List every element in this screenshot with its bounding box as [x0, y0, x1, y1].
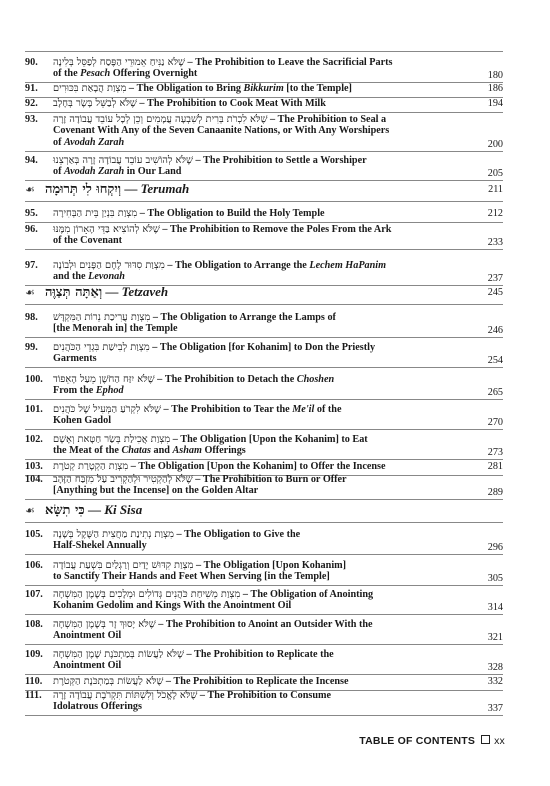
english-title-italic: Pesach	[80, 68, 111, 80]
square-bullet-icon	[481, 735, 490, 744]
english-title-italic: Levonah	[88, 271, 125, 283]
english-title: – The Obligation of Anointing	[242, 589, 374, 600]
toc-entry	[25, 434, 503, 459]
english-title: – The Obligation to Bring	[128, 83, 244, 94]
top-rule	[25, 51, 503, 52]
hebrew-title: שֶׁלֹּא לְהַקְטִיר וּלְהַקְרִיב עַל מִזְבַּח הַזָּהָב	[53, 474, 193, 485]
entry-title	[53, 474, 458, 497]
parashah-english: Terumah	[140, 181, 190, 196]
entry-title	[53, 589, 458, 612]
toc-entry	[25, 374, 503, 399]
english-title: Covenant With Any of the Seven Canaanite Nations, or With Any Worshipers	[53, 125, 390, 137]
entry-title	[53, 98, 458, 109]
entry-divider	[25, 644, 503, 645]
hebrew-title: שֶׁלֹּא לְבַשֵּׁל בָּשָׂר בְּחָלָב	[53, 98, 137, 109]
hebrew-title: מִצְוַת סִדּוּר לֶחֶם הַפָּנִים וּלְבוֹנָה	[53, 260, 165, 271]
entry-title-line	[53, 353, 458, 364]
entry-title-line	[53, 57, 458, 68]
running-footer	[359, 735, 505, 747]
entry-title-line	[53, 208, 458, 219]
hebrew-title: מִצְוַת קִדּוּשׁ יָדַיִם וְרַגְלַיִם בִּשְׁעַת עֲבוֹדָה	[53, 560, 194, 571]
english-title: – The Prohibition to Leave the Sacrificial Parts	[187, 57, 393, 68]
english-title: – The Prohibition to Settle a Worshiper	[195, 155, 367, 166]
english-title-italic: Avodah Zarah	[64, 166, 125, 178]
parashah-title	[45, 284, 168, 300]
entry-title-line	[53, 676, 458, 687]
toc-entry	[25, 560, 503, 585]
entry-title-line	[53, 701, 458, 712]
entry-title-line	[53, 404, 458, 415]
entry-number: 98.	[25, 312, 38, 323]
english-title-tail: in Our Land	[124, 166, 182, 178]
entry-number: 94.	[25, 155, 38, 166]
english-title: – The Obligation to Arrange the	[167, 260, 310, 271]
entry-divider	[25, 614, 503, 615]
english-title-italic: Choshen	[296, 374, 335, 385]
entry-title	[53, 529, 458, 552]
entry-title	[53, 676, 458, 687]
page-number: 200	[487, 138, 503, 150]
entry-title-line	[53, 660, 458, 671]
hebrew-title: שֶׁלֹּא לַעֲשׂוֹת בְּמַתְכֹּנֶת שֶׁמֶן הַמִּשְׁחָה	[53, 649, 184, 660]
parashah-dash: —	[102, 284, 122, 299]
parashah-heading	[25, 283, 503, 305]
entry-title-line	[53, 260, 458, 271]
english-title-italic: Lechem HaPanim	[309, 260, 387, 271]
parashah-title	[45, 181, 189, 197]
toc-entry	[25, 474, 503, 499]
english-title: – The Prohibition to Tear the	[163, 404, 293, 415]
entry-title-line	[53, 83, 458, 94]
parashah-english: Tetzaveh	[121, 284, 169, 299]
entry-title-line	[53, 125, 458, 136]
entry-number: 110.	[25, 676, 43, 687]
entry-title-line	[53, 434, 458, 445]
english-title: to Sanctify Their Hands and Feet When Serving [in the Temple]	[53, 571, 330, 583]
entry-title	[53, 560, 458, 583]
entry-title-line	[53, 385, 458, 396]
entry-title-line	[53, 540, 458, 551]
entry-title	[53, 57, 458, 80]
parashah-heading	[25, 180, 503, 202]
entry-title-line	[53, 690, 458, 701]
hebrew-title: מִצְוַת בִּנְיַן בֵּית הַבְּחִירָה	[53, 208, 138, 219]
english-title: Anointment Oil	[53, 660, 122, 672]
toc-entry	[25, 529, 503, 554]
hebrew-title: מִצְוַת לְבִישַׁת בִּגְדֵי הַכֹּהֲנִים	[53, 342, 150, 353]
page-number: 186	[487, 83, 503, 94]
english-title: – The Prohibition to Burn or Offer	[195, 474, 347, 485]
entry-divider	[25, 249, 503, 250]
entry-number: 95.	[25, 208, 38, 219]
entry-title-line	[53, 114, 458, 125]
entry-title-line	[53, 68, 458, 79]
entry-title	[53, 155, 458, 178]
page-number: 180	[487, 70, 503, 82]
section-divider	[25, 304, 503, 305]
hebrew-title: שֶׁלֹּא לִכְרֹת בְּרִית לְשִׁבְעָה עֲמָמִים וְכֵן לְכָל עוֹבֵד עֲבוֹדָה זָרָה	[53, 114, 268, 125]
page-number: 265	[487, 387, 503, 399]
english-title: – The Prohibition to Replicate the Incense	[165, 676, 349, 687]
entry-title-line	[53, 630, 458, 641]
parashah-page-number: 211	[488, 184, 503, 195]
english-title: – The Obligation [Upon the Kohanim] to Eat	[172, 434, 368, 445]
entry-title-line	[53, 342, 458, 353]
page-number: 273	[487, 447, 503, 459]
toc-entry	[25, 83, 503, 96]
hebrew-title: שֶׁלֹּא נַנִּיחַ אֵמוּרֵי הַפֶּסַח לְפַסֵּל בְּלִינָה	[53, 57, 185, 68]
entry-title-line	[53, 649, 458, 660]
page-number: 237	[487, 273, 503, 285]
toc-entry	[25, 690, 503, 715]
entry-title-line	[53, 323, 458, 334]
english-title: From the	[53, 385, 96, 397]
entry-divider	[25, 585, 503, 586]
hebrew-title: מִצְוַת אֲכִילַת בְּשַׂר חַטָּאת וְאָשָׁם	[53, 434, 171, 445]
english-title: – The Obligation [Upon the Kohanim] to Offer the Incense	[130, 461, 386, 472]
toc-entry	[25, 224, 503, 249]
entry-title	[53, 260, 458, 283]
page-number: 296	[487, 542, 503, 554]
english-title: – The Prohibition to Detach the	[157, 374, 297, 385]
hebrew-title: מִצְוַת הֲבָאַת בִּכּוּרִים	[53, 83, 127, 94]
entry-number: 91.	[25, 83, 38, 94]
english-title: of the	[53, 68, 81, 80]
entry-divider	[25, 399, 503, 400]
entry-title	[53, 619, 458, 642]
english-title: – The Obligation [for Kohanim] to Don the Priestly	[152, 342, 376, 353]
entry-title-line	[53, 571, 458, 582]
toc-entry	[25, 312, 503, 337]
entry-title	[53, 342, 458, 365]
entry-divider	[25, 112, 503, 113]
page-number: 332	[487, 676, 503, 687]
toc-entry	[25, 649, 503, 674]
english-title: [Anything but the Incense] on the Golden Altar	[53, 485, 259, 497]
parashah-hebrew: וְאַתָּה תְּצַוֶּה	[45, 285, 103, 300]
parashah-dash: —	[84, 502, 105, 517]
page-number: 233	[487, 237, 503, 249]
english-title-tail: [to the Temple]	[283, 83, 352, 94]
toc-entry	[25, 260, 503, 285]
entry-title-line	[53, 445, 458, 456]
english-title-tail: Offerings	[201, 445, 246, 457]
entry-title-line	[53, 137, 458, 148]
entry-title-line	[53, 98, 458, 109]
hebrew-title: שֶׁלֹּא לְהוֹצִיא בַּדֵּי הָאָרוֹן מִמֶּנּוּ	[53, 224, 160, 235]
entry-title-line	[53, 155, 458, 166]
entry-number: 101.	[25, 404, 43, 415]
footer-label: TABLE OF CONTENTS	[359, 735, 476, 747]
hebrew-title: מִצְוַת מְשִׁיחַת כֹּהֲנִים גְּדוֹלִים וּמְלָכִים בְּשֶׁמֶן הַמִּשְׁחָה	[53, 589, 241, 600]
fleuron-ornament-icon: ☙	[25, 184, 35, 196]
english-title-italic: Me'il	[292, 404, 315, 415]
entry-title	[53, 690, 458, 713]
entry-title	[53, 649, 458, 672]
english-title: – The Obligation to Arrange the Lamps of	[152, 312, 336, 323]
english-title: – The Prohibition to Consume	[199, 690, 331, 701]
english-title: Anointment Oil	[53, 630, 122, 642]
entry-number: 102.	[25, 434, 43, 445]
entry-title-line	[53, 312, 458, 323]
entry-title-line	[53, 461, 458, 472]
english-title: – The Prohibition to Cook Meat With Milk	[139, 98, 326, 109]
entry-divider	[25, 367, 503, 368]
english-title: Kohen Gadol	[53, 415, 112, 427]
english-title: of	[53, 136, 65, 148]
entry-number: 93.	[25, 114, 38, 125]
english-title-italic: Bikkurim	[243, 83, 284, 94]
toc-entry	[25, 619, 503, 644]
entry-number: 100.	[25, 374, 43, 385]
entry-number: 107.	[25, 589, 43, 600]
hebrew-title: שֶׁלֹּא יָסוּךְ זָר בְּשֶׁמֶן הַמִּשְׁחָה	[53, 619, 156, 630]
entry-number: 99.	[25, 342, 38, 353]
parashah-heading	[25, 501, 503, 523]
english-title: Half-Shekel Annually	[53, 540, 147, 552]
entry-number: 109.	[25, 649, 43, 660]
hebrew-title: שֶׁלֹּא לְהוֹשִׁיב עוֹבֵד עֲבוֹדָה זָרָה בְּאַרְצֵנוּ	[53, 155, 193, 166]
toc-entry	[25, 114, 503, 150]
entry-title-line	[53, 529, 458, 540]
english-title: and the	[53, 271, 89, 283]
entry-title	[53, 224, 458, 247]
entry-title-line	[53, 271, 458, 282]
page-number: 246	[487, 325, 503, 337]
english-title-italic: Avodah Zarah	[64, 136, 125, 148]
page-number: 289	[487, 487, 503, 499]
entry-divider	[25, 337, 503, 338]
parashah-page-number: 245	[487, 287, 503, 298]
english-title: – The Prohibition to Replicate the	[186, 649, 334, 660]
entry-divider	[25, 554, 503, 555]
section-divider	[25, 201, 503, 202]
fleuron-ornament-icon: ☙	[25, 287, 35, 299]
toc-entry	[25, 404, 503, 429]
hebrew-title: שֶׁלֹּא לַעֲשׂוֹת בְּמַתְכֹּנֶת הַקְּטֹרֶת	[53, 676, 164, 687]
hebrew-title: מִצְוַת נְתִינַת מַחֲצִית הַשֶּׁקֶל בְּשָׁנָה	[53, 529, 174, 540]
entry-number: 108.	[25, 619, 43, 630]
entry-title-line	[53, 235, 458, 246]
toc-entry	[25, 676, 503, 689]
parashah-english: Ki Sisa	[104, 502, 143, 517]
entry-divider	[25, 429, 503, 430]
entry-title-line	[53, 560, 458, 571]
english-title-italic: Ephod	[95, 385, 124, 397]
english-title: Kohanim Gedolim and Kings With the Anointment Oil	[53, 600, 292, 612]
entry-number: 106.	[25, 560, 43, 571]
entry-title	[53, 374, 458, 397]
page-number: 337	[487, 703, 503, 715]
hebrew-title: מִצְוַת עֲרִיכַת נֵרוֹת הַמִּקְדָּשׁ	[53, 312, 151, 323]
section-divider	[25, 522, 503, 523]
toc-entry	[25, 57, 503, 82]
entry-number: 104.	[25, 474, 43, 485]
page-number: 314	[487, 602, 503, 614]
entry-title	[53, 404, 458, 427]
parashah-hebrew: וְיִקְחוּ לִי תְּרוּמָה	[45, 182, 122, 197]
entry-title-line	[53, 415, 458, 426]
entry-title-line	[53, 166, 458, 177]
entry-title	[53, 208, 458, 219]
entry-title-line	[53, 619, 458, 630]
parashah-hebrew: כִּי תִשָּׂא	[45, 503, 85, 518]
hebrew-title: שֶׁלֹּא לֶאֱכֹל וְלִשְׁתּוֹת תִּקְרֹבֶת עֲבוֹדָה זָרָה	[53, 690, 198, 701]
entry-title-line	[53, 589, 458, 600]
english-title: the Meat of the	[53, 445, 122, 457]
entry-title-line	[53, 224, 458, 235]
entry-number: 92.	[25, 98, 38, 109]
hebrew-title: שֶׁלֹּא לִקְרֹעַ הַמְּעִיל שֶׁל כֹּהֲנִים	[53, 404, 161, 415]
page-number: 328	[487, 662, 503, 674]
fleuron-ornament-icon: ☙	[25, 505, 35, 517]
entry-number: 105.	[25, 529, 43, 540]
english-title: – The Obligation to Give the	[176, 529, 301, 540]
english-title: of	[53, 166, 65, 178]
page-number: 194	[487, 98, 503, 109]
toc-entry	[25, 155, 503, 180]
entry-title	[53, 83, 458, 94]
page-number: 321	[487, 632, 503, 644]
entry-number: 96.	[25, 224, 38, 235]
page-number: 270	[487, 417, 503, 429]
parashah-title	[45, 502, 142, 518]
entry-title	[53, 312, 458, 335]
toc-entry	[25, 589, 503, 614]
entry-divider	[25, 715, 503, 716]
hebrew-title: מִצְוַת הַקְטָרַת קְטֹרֶת	[53, 461, 129, 472]
entry-title-line	[53, 474, 458, 485]
english-title-italic: Chatas	[121, 445, 151, 457]
hebrew-title: שֶׁלֹּא יִזַּח הַחֹשֶׁן מֵעַל הָאֵפוֹד	[53, 374, 155, 385]
entry-title	[53, 461, 458, 472]
entry-number: 90.	[25, 57, 38, 68]
page-number: 212	[487, 208, 503, 219]
toc-entry	[25, 98, 503, 111]
entry-title-line	[53, 600, 458, 611]
page-number: 205	[487, 168, 503, 180]
english-title: – The Prohibition to Anoint an Outsider With the	[158, 619, 373, 630]
english-title: – The Prohibition to Remove the Poles From the Ark	[162, 224, 392, 235]
english-title-tail: Offering Overnight	[110, 68, 198, 80]
toc-entry	[25, 342, 503, 367]
english-title: – The Prohibition to Seal a	[270, 114, 387, 125]
english-title: – The Obligation [Upon Kohanim]	[196, 560, 347, 571]
footer-page-number: xx	[494, 735, 505, 747]
entry-number: 103.	[25, 461, 43, 472]
english-title: Garments	[53, 353, 97, 365]
entry-divider	[25, 222, 503, 223]
entry-divider	[25, 151, 503, 152]
page-number: 281	[487, 461, 503, 472]
english-title-italic: Asham	[172, 445, 202, 457]
entry-title-line	[53, 374, 458, 385]
english-title-tail: of the	[314, 404, 342, 415]
page-number: 254	[487, 355, 503, 367]
english-title-tail: and	[150, 445, 173, 457]
entry-title	[53, 114, 458, 148]
toc-entry	[25, 461, 503, 474]
entry-number: 97.	[25, 260, 38, 271]
english-title: – The Obligation to Build the Holy Temple	[139, 208, 325, 219]
english-title: of the Covenant	[53, 235, 123, 247]
english-title: Idolatrous Offerings	[53, 701, 142, 713]
entry-title	[53, 434, 458, 457]
toc-entry	[25, 208, 503, 221]
entry-number: 111.	[25, 690, 42, 701]
parashah-dash: —	[121, 181, 141, 196]
entry-title-line	[53, 485, 458, 496]
page-number: 305	[487, 573, 503, 585]
english-title: [the Menorah in] the Temple	[53, 323, 178, 335]
